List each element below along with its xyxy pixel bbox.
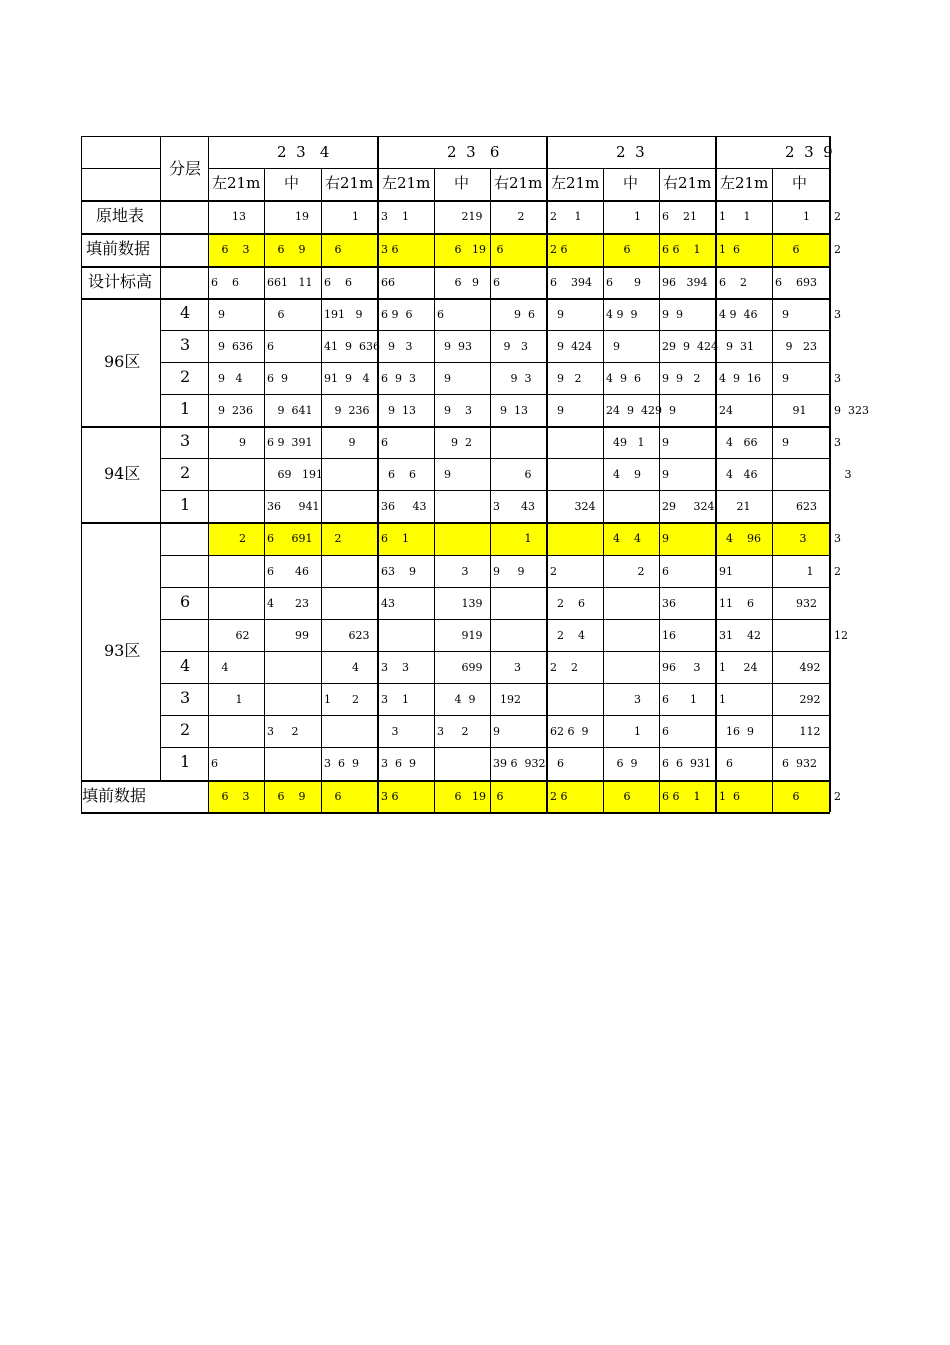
table-cell: 4 66 [719, 436, 758, 449]
table-cell: 3 [775, 532, 807, 545]
table-cell: 2 2 [550, 661, 578, 674]
table-cell: 219 [437, 210, 483, 223]
layer-number: 3 [180, 335, 191, 354]
grid-line-horizontal [160, 715, 830, 716]
column-subheader: 左21m [382, 174, 431, 192]
table-cell: 9 [662, 404, 676, 417]
table-cell: 3 43 [493, 500, 535, 513]
table-cell: 6 6 [324, 276, 352, 289]
table-cell: 66 [381, 276, 395, 289]
original-ground-label: 原地表 [96, 206, 145, 225]
column-subheader: 右21m [494, 174, 543, 192]
table-cell: 3 3 [381, 661, 409, 674]
table-cell: 2 6 [550, 790, 568, 803]
table-cell: 12 [834, 629, 848, 642]
table-cell: 96 3 [662, 661, 701, 674]
table-cell: 9 [211, 436, 246, 449]
table-cell: 6 19 [437, 243, 486, 256]
table-cell: 6 394 [550, 276, 592, 289]
table-cell: 21 [719, 500, 751, 513]
table-cell: 9 236 [211, 404, 253, 417]
grid-line-horizontal [160, 394, 830, 395]
column-subheader: 中 [623, 174, 639, 192]
grid-line-horizontal [81, 266, 830, 268]
table-cell: 1 [606, 725, 641, 738]
table-cell: 9 641 [267, 404, 313, 417]
grid-line-horizontal [160, 362, 830, 363]
table-cell: 492 [775, 661, 821, 674]
table-cell: 1 6 [719, 790, 740, 803]
table-cell: 1 [775, 210, 810, 223]
table-cell: 29 9 424 [662, 340, 718, 353]
table-cell: 3 1 [381, 210, 409, 223]
zone-label: 96区 [104, 352, 141, 371]
layer-number: 2 [180, 463, 191, 482]
layer-number: 6 [180, 592, 191, 611]
table-cell: 6 [662, 725, 669, 738]
table-cell: 9 [550, 308, 564, 321]
table-cell: 191 9 [324, 308, 363, 321]
station-header: 2 3 6 [447, 143, 500, 161]
grid-line-horizontal [160, 555, 830, 556]
table-cell: 6 9 [606, 276, 641, 289]
table-cell: 6 [493, 243, 504, 256]
table-cell: 6 [662, 565, 669, 578]
layer-number: 3 [180, 688, 191, 707]
table-cell: 9 [437, 468, 451, 481]
table-cell: 36 43 [381, 500, 427, 513]
table-cell: 62 6 9 [550, 725, 589, 738]
table-cell: 6 [606, 243, 631, 256]
table-cell: 6 6 1 [662, 243, 701, 256]
table-cell: 9 3 [493, 340, 528, 353]
table-cell: 3 [834, 436, 841, 449]
table-cell: 6 6 [381, 468, 416, 481]
layer-number: 1 [180, 752, 191, 771]
table-cell: 4 9 [606, 468, 641, 481]
table-cell: 1 1 [719, 210, 751, 223]
table-cell: 4 96 [719, 532, 761, 545]
table-cell: 6 9 [267, 243, 306, 256]
table-cell: 6 6 931 [662, 757, 711, 770]
column-subheader: 右21m [663, 174, 712, 192]
table-cell: 6 [550, 757, 564, 770]
table-cell: 24 [719, 404, 733, 417]
grid-line-horizontal [160, 683, 830, 684]
table-cell: 623 [324, 629, 370, 642]
table-cell: 24 9 429 [606, 404, 662, 417]
layer-number: 4 [180, 303, 191, 322]
table-cell: 6 [493, 276, 500, 289]
table-cell: 9 93 [437, 340, 472, 353]
table-cell: 6 3 [211, 243, 250, 256]
table-cell: 3 2 [267, 725, 299, 738]
table-cell: 16 9 [719, 725, 754, 738]
table-cell: 9 9 [493, 565, 525, 578]
grid-line-horizontal [160, 747, 830, 748]
table-cell: 112 [775, 725, 821, 738]
table-cell: 99 [267, 629, 309, 642]
grid-line-horizontal [160, 330, 830, 331]
column-subheader: 左21m [720, 174, 769, 192]
grid-line-horizontal [81, 168, 160, 169]
station-header: 2 3 [616, 143, 645, 161]
fill-data-bottom-label: 填前数据 [82, 786, 147, 805]
table-cell: 6 691 [267, 532, 313, 545]
table-cell: 2 4 [550, 629, 585, 642]
table-cell: 36 [662, 597, 676, 610]
table-cell: 9 4 [211, 372, 243, 385]
table-cell: 41 9 636 [324, 340, 380, 353]
table-cell: 3 [437, 565, 469, 578]
table-cell: 1 6 [719, 243, 740, 256]
table-cell: 139 [437, 597, 483, 610]
table-cell: 919 [437, 629, 483, 642]
grid-line-horizontal [81, 200, 830, 202]
table-cell: 91 [775, 404, 807, 417]
station-header: 2 3 4 [277, 143, 330, 161]
table-cell: 6 [775, 243, 800, 256]
table-cell: 4 9 [437, 693, 476, 706]
layer-number: 2 [180, 367, 191, 386]
table-cell: 9 13 [381, 404, 416, 417]
table-cell: 31 42 [719, 629, 761, 642]
table-cell: 6 6 1 [662, 790, 701, 803]
table-cell: 9 [775, 436, 789, 449]
grid-line-horizontal [81, 136, 830, 137]
table-cell: 6 [324, 243, 342, 256]
table-cell: 1 [719, 693, 726, 706]
table-cell: 9 [775, 372, 789, 385]
grid-line-horizontal [81, 426, 830, 428]
table-cell: 9 2 [437, 436, 472, 449]
table-cell: 3 1 [381, 693, 409, 706]
table-cell: 661 11 [267, 276, 313, 289]
table-cell: 4 9 9 [606, 308, 638, 321]
table-cell: 9 [437, 372, 451, 385]
table-cell: 2 1 [550, 210, 582, 223]
table-cell: 6 [775, 790, 800, 803]
table-cell: 9 [662, 468, 669, 481]
layer-number: 1 [180, 495, 191, 514]
table-cell: 4 4 [606, 532, 641, 545]
table-cell: 6 19 [437, 790, 486, 803]
table-cell: 49 1 [606, 436, 645, 449]
grid-line-horizontal [160, 458, 830, 459]
table-cell: 2 6 [550, 243, 568, 256]
table-cell: 9 9 2 [662, 372, 701, 385]
table-cell: 6 1 [662, 693, 697, 706]
table-cell: 3 [606, 693, 641, 706]
table-cell: 4 [211, 661, 229, 674]
table-cell: 6 [267, 340, 274, 353]
table-cell: 91 [719, 565, 733, 578]
table-cell: 3 6 [381, 790, 399, 803]
table-cell: 2 [834, 565, 841, 578]
grid-line-vertical [829, 136, 831, 812]
table-cell: 6 9 [267, 372, 288, 385]
table-cell: 4 46 [719, 468, 758, 481]
table-cell: 2 [211, 532, 246, 545]
table-cell: 9 9 [662, 308, 683, 321]
table-cell: 91 9 4 [324, 372, 370, 385]
table-cell: 9 323 [834, 404, 869, 417]
table-cell: 6 9 391 [267, 436, 313, 449]
table-cell: 6 9 [267, 790, 306, 803]
table-cell: 4 [324, 661, 359, 674]
design-elevation-label: 设计标高 [88, 272, 153, 291]
table-cell: 6 9 [437, 276, 479, 289]
grid-line-horizontal [160, 587, 830, 588]
zone-label: 94区 [104, 464, 141, 483]
column-subheader: 中 [454, 174, 470, 192]
table-cell: 9 [211, 308, 225, 321]
table-cell: 9 [775, 308, 789, 321]
table-cell: 2 [834, 210, 841, 223]
column-subheader: 左21m [212, 174, 261, 192]
table-cell: 9 636 [211, 340, 253, 353]
layer-number: 1 [180, 399, 191, 418]
table-cell: 2 [834, 790, 841, 803]
table-cell: 6 [493, 790, 504, 803]
table-cell: 9 [662, 436, 669, 449]
table-cell: 1 24 [719, 661, 758, 674]
table-cell: 9 13 [493, 404, 528, 417]
table-cell: 3 [834, 308, 841, 321]
grid-line-horizontal [81, 780, 830, 782]
table-cell: 9 [324, 436, 356, 449]
zone-label: 93区 [104, 641, 141, 660]
grid-line-horizontal [81, 298, 830, 300]
table-cell: 192 [493, 693, 521, 706]
table-cell: 9 [550, 404, 564, 417]
station-header: 2 3 9 [785, 143, 833, 161]
table-cell: 6 2 [719, 276, 747, 289]
grid-line-horizontal [81, 233, 830, 235]
table-cell: 3 [834, 468, 852, 481]
table-cell: 6 [381, 436, 388, 449]
column-subheader: 右21m [325, 174, 374, 192]
table-cell: 9 3 [493, 372, 532, 385]
layer-header-label: 分层 [169, 159, 202, 178]
table-cell: 29 324 [662, 500, 715, 513]
layer-number: 3 [180, 431, 191, 450]
table-cell: 3 2 [437, 725, 469, 738]
table-cell: 6 1 [381, 532, 409, 545]
table-cell: 3 [493, 661, 521, 674]
table-cell: 6 [211, 757, 218, 770]
grid-line-horizontal [160, 490, 830, 491]
table-cell: 3 [834, 372, 841, 385]
table-cell: 9 23 [775, 340, 817, 353]
grid-line-horizontal [160, 651, 830, 652]
table-cell: 3 6 9 [381, 757, 416, 770]
table-cell: 9 31 [719, 340, 754, 353]
table-cell: 16 [662, 629, 676, 642]
fill-data-label: 填前数据 [86, 239, 151, 258]
table-cell: 292 [775, 693, 821, 706]
table-cell: 4 9 16 [719, 372, 761, 385]
table-cell: 6 932 [775, 757, 817, 770]
table-cell: 6 693 [775, 276, 817, 289]
table-cell: 39 6 932 [493, 757, 546, 770]
table-cell: 69 191 [267, 468, 323, 481]
table-cell: 6 9 [606, 757, 638, 770]
table-cell: 3 [381, 725, 399, 738]
table-cell: 6 9 3 [381, 372, 416, 385]
table-cell: 4 9 46 [719, 308, 758, 321]
table-cell: 9 3 [381, 340, 413, 353]
table-cell: 4 9 6 [606, 372, 641, 385]
column-subheader: 中 [792, 174, 808, 192]
table-cell: 13 [211, 210, 246, 223]
table-cell: 1 [775, 565, 814, 578]
table-cell: 6 [324, 790, 342, 803]
table-cell: 1 [606, 210, 641, 223]
table-cell: 2 6 [550, 597, 585, 610]
table-cell: 6 6 [211, 276, 239, 289]
table-cell: 96 394 [662, 276, 708, 289]
grid-line-horizontal [160, 619, 830, 620]
table-cell: 3 6 9 [324, 757, 359, 770]
grid-line-horizontal [81, 812, 830, 814]
table-cell: 63 9 [381, 565, 416, 578]
table-cell: 9 236 [324, 404, 370, 417]
table-cell: 6 [437, 308, 444, 321]
table-cell: 36 941 [267, 500, 320, 513]
table-cell: 9 2 [550, 372, 582, 385]
table-cell: 9 424 [550, 340, 592, 353]
layer-number: 2 [180, 720, 191, 739]
table-cell: 6 [493, 468, 532, 481]
table-cell: 9 6 [493, 308, 535, 321]
layer-number: 4 [180, 656, 191, 675]
table-cell: 623 [775, 500, 817, 513]
table-cell: 6 21 [662, 210, 697, 223]
table-cell: 4 23 [267, 597, 309, 610]
table-cell: 1 [211, 693, 243, 706]
table-cell: 43 [381, 597, 395, 610]
table-cell: 19 [267, 210, 309, 223]
table-cell: 2 [493, 210, 525, 223]
table-cell: 932 [775, 597, 817, 610]
grid-line-horizontal [81, 522, 830, 524]
grid-line-vertical [546, 136, 548, 812]
grid-line-vertical [208, 136, 209, 812]
grid-line-horizontal [208, 168, 830, 169]
table-cell: 9 3 [437, 404, 472, 417]
table-cell: 6 [719, 757, 733, 770]
table-cell: 6 9 6 [381, 308, 413, 321]
table-cell: 2 [834, 243, 841, 256]
column-subheader: 左21m [551, 174, 600, 192]
table-cell: 6 [606, 790, 631, 803]
grid-line-vertical [377, 136, 379, 812]
table-cell: 6 46 [267, 565, 309, 578]
table-cell: 3 [834, 532, 841, 545]
table-cell: 62 [211, 629, 250, 642]
table-cell: 2 [606, 565, 645, 578]
table-cell: 1 [324, 210, 359, 223]
table-cell: 1 2 [324, 693, 359, 706]
table-cell: 6 3 [211, 790, 250, 803]
table-cell: 6 [267, 308, 285, 321]
grid-line-vertical [81, 136, 82, 812]
table-cell: 11 6 [719, 597, 754, 610]
table-cell: 9 [606, 340, 620, 353]
table-cell: 9 [662, 532, 669, 545]
table-cell: 699 [437, 661, 483, 674]
table-cell: 324 [550, 500, 596, 513]
grid-line-vertical [715, 136, 717, 812]
table-cell: 2 [324, 532, 342, 545]
column-subheader: 中 [284, 174, 300, 192]
table-cell: 1 [493, 532, 532, 545]
table-cell: 3 6 [381, 243, 399, 256]
table-cell: 9 [493, 725, 500, 738]
table-cell: 2 [550, 565, 557, 578]
